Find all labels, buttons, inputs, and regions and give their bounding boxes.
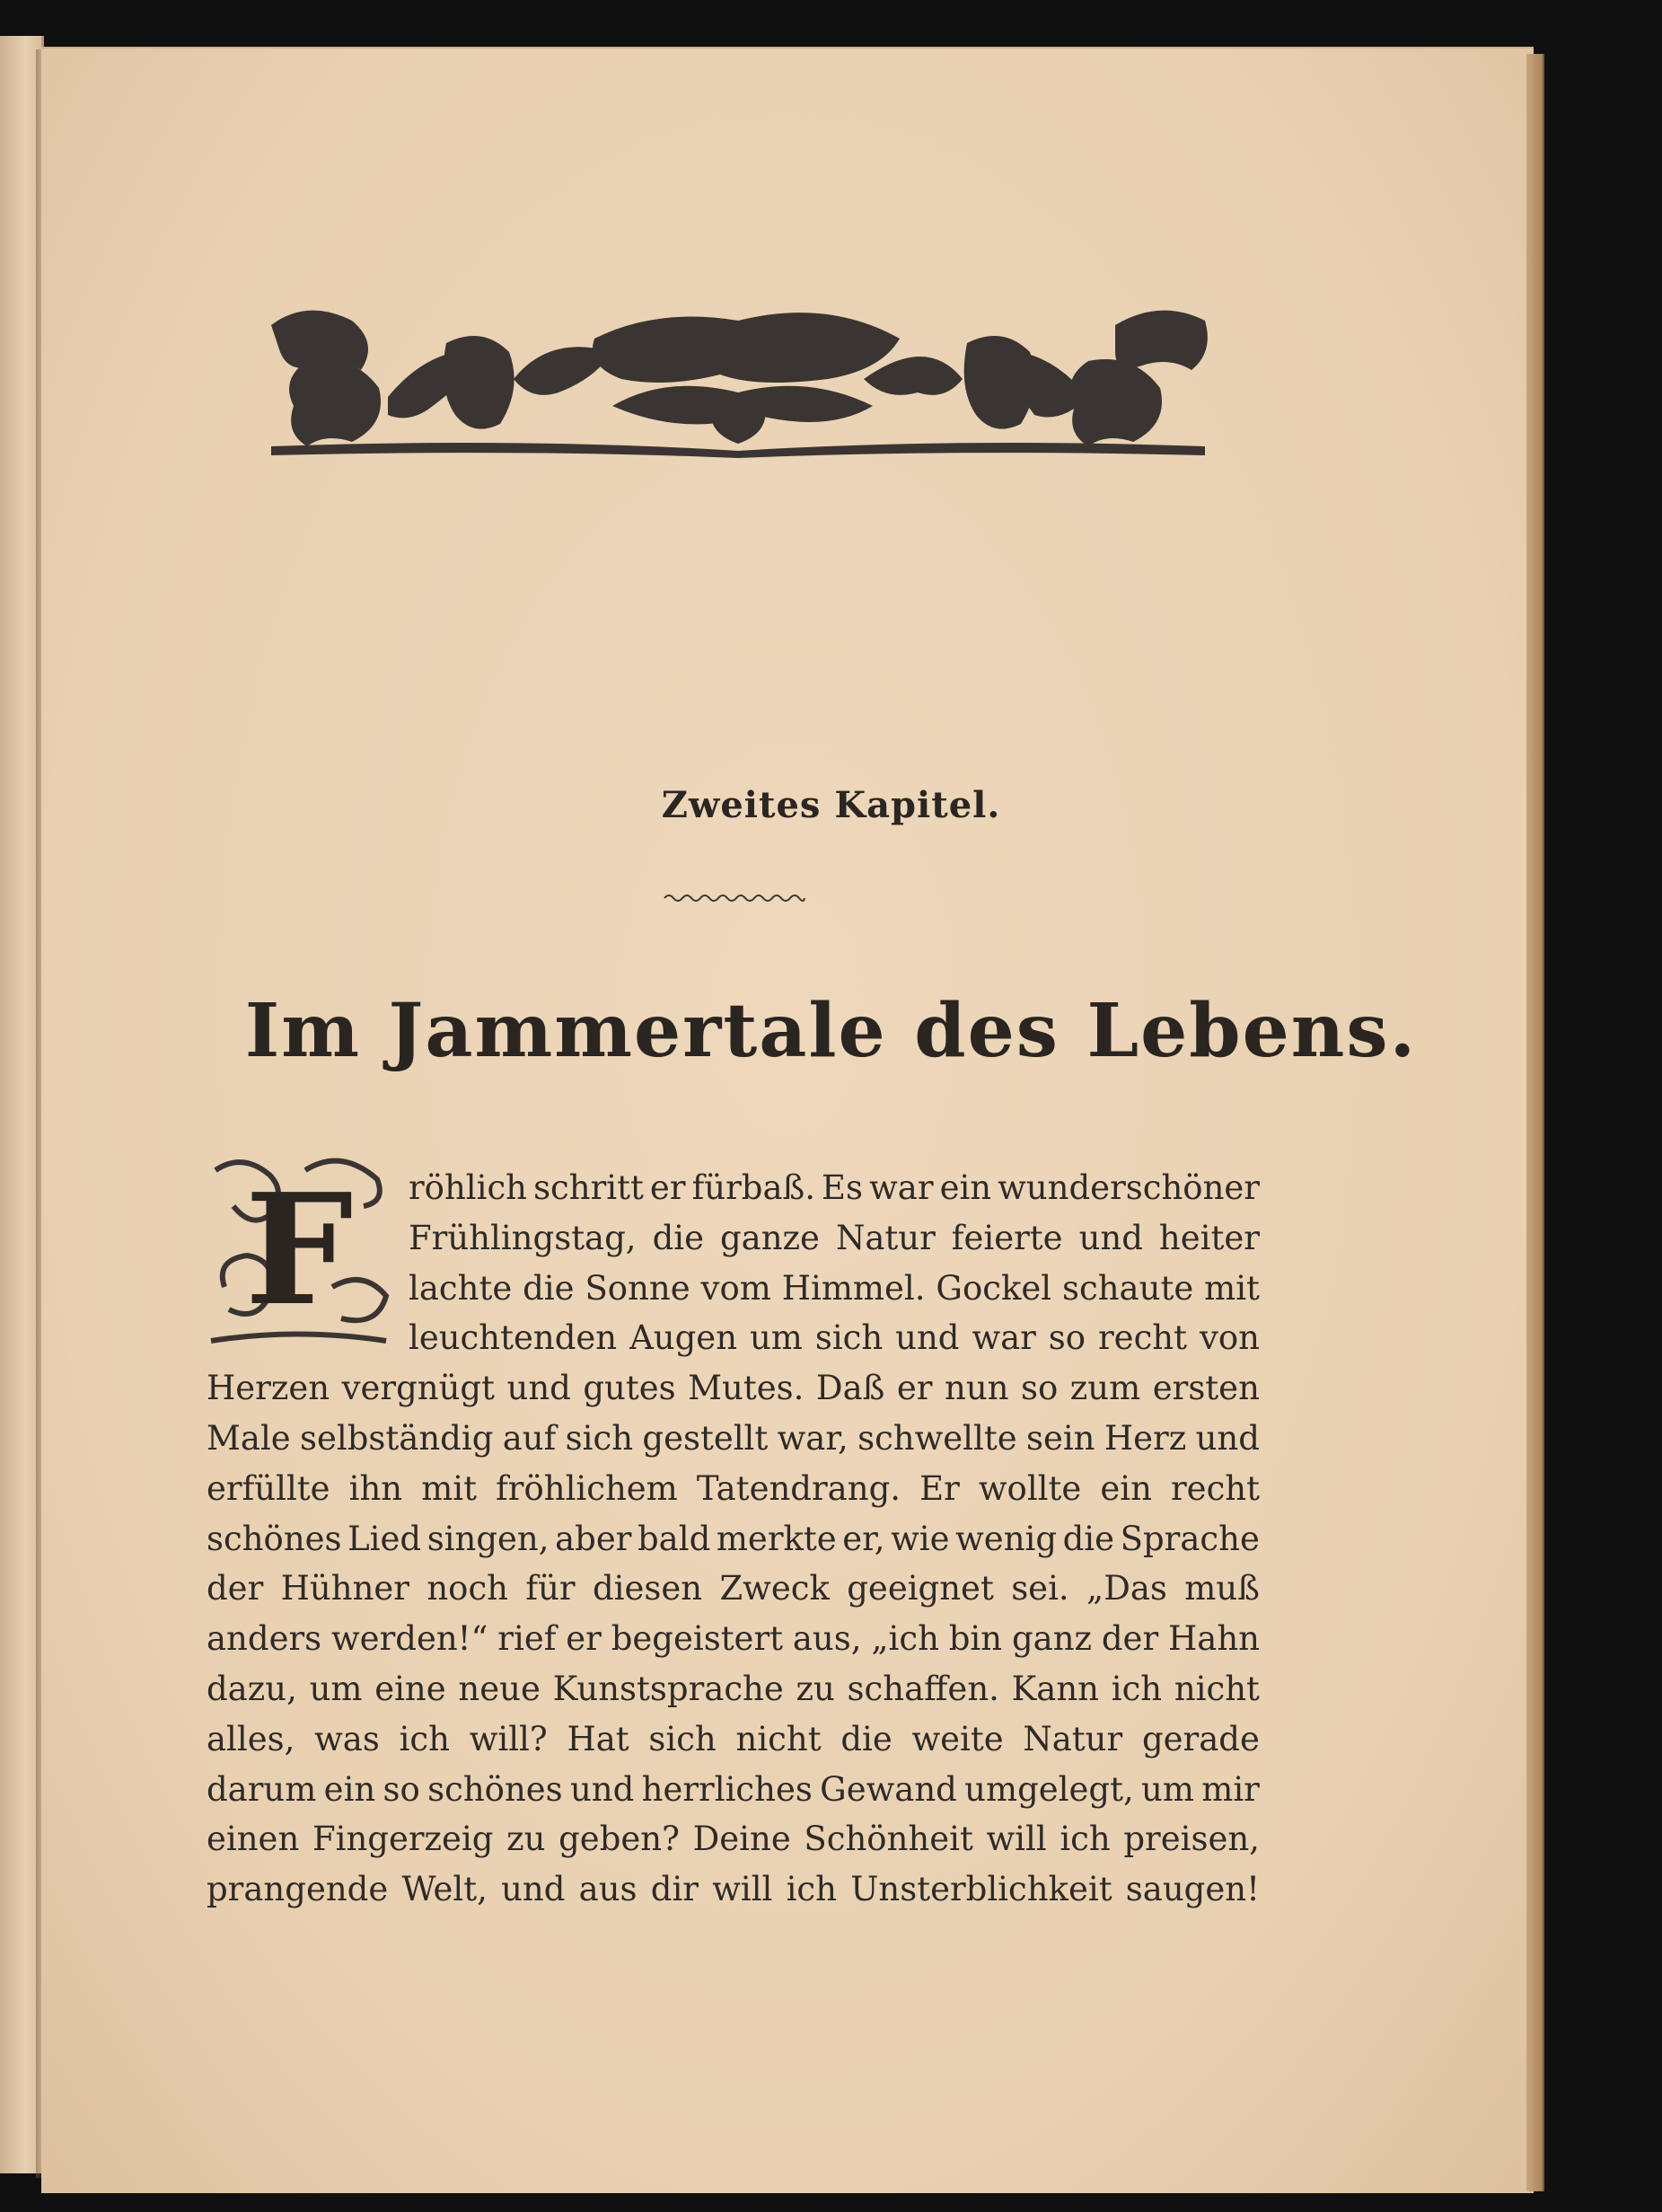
initial-letter: F <box>244 1160 354 1340</box>
word: Hat <box>567 1719 629 1758</box>
text-line <box>207 1719 1260 1758</box>
word: begeistert <box>611 1619 784 1659</box>
word: Kunstsprache <box>552 1670 784 1708</box>
word: mir <box>1201 1769 1260 1809</box>
word: sich <box>814 1318 884 1358</box>
word: ein <box>323 1769 376 1809</box>
text-line <box>409 1268 1260 1308</box>
wave-divider <box>663 890 806 906</box>
word: um <box>1141 1769 1194 1809</box>
word: wie <box>891 1519 950 1558</box>
word: will <box>986 1820 1047 1859</box>
word: ein <box>939 1168 992 1207</box>
word: erfüllte <box>207 1468 330 1508</box>
word: mit <box>421 1468 477 1508</box>
word: „ich <box>871 1619 939 1659</box>
word: so <box>1048 1318 1086 1358</box>
word: recht <box>1098 1318 1188 1358</box>
word: und <box>1078 1218 1143 1257</box>
word: und <box>1195 1419 1260 1458</box>
word: wollte <box>978 1468 1082 1508</box>
word: alles, <box>207 1719 295 1758</box>
word: und <box>569 1769 635 1809</box>
word: recht <box>1170 1468 1260 1508</box>
word: vergnügt <box>341 1369 495 1408</box>
word: Er <box>919 1468 960 1508</box>
word: gestellt <box>642 1419 769 1458</box>
word: Natur <box>835 1218 936 1257</box>
word: ersten <box>1152 1369 1260 1408</box>
word: dazu, <box>207 1670 297 1708</box>
word: Tatendrang. <box>696 1468 901 1508</box>
text-line <box>207 1820 1260 1859</box>
chapter-label: Zweites Kapitel. <box>661 784 1001 826</box>
word: Male <box>207 1419 291 1458</box>
word: schönes <box>207 1519 342 1558</box>
word: muß <box>1184 1569 1260 1608</box>
word: selbständig <box>300 1419 494 1458</box>
word: gutes <box>583 1369 676 1408</box>
word: Daß <box>815 1369 885 1408</box>
word: Es <box>822 1168 864 1207</box>
word: Unsterblichkeit <box>850 1870 1112 1909</box>
word: war, <box>777 1419 849 1458</box>
word: so <box>1021 1369 1059 1408</box>
word: geben? <box>558 1820 680 1859</box>
word: Schönheit <box>804 1820 973 1859</box>
word: anders <box>207 1619 322 1659</box>
word: wenig <box>955 1519 1058 1558</box>
word: sich <box>648 1719 717 1758</box>
word: Welt, <box>401 1870 488 1909</box>
text-line <box>207 1870 1260 1909</box>
word: saugen! <box>1125 1870 1260 1909</box>
word: sein <box>1025 1419 1095 1458</box>
word: und <box>506 1369 571 1408</box>
word: Lied <box>347 1519 422 1558</box>
word: sei. <box>1011 1569 1069 1608</box>
word: und <box>501 1870 566 1909</box>
word: ich <box>786 1870 837 1909</box>
word: röhlich <box>409 1168 528 1207</box>
word: so <box>383 1769 420 1809</box>
text-line <box>207 1619 1260 1659</box>
word: lachte <box>409 1268 513 1308</box>
word: weite <box>911 1719 1004 1758</box>
word: ihn <box>348 1468 403 1508</box>
word: schritt <box>533 1168 644 1207</box>
word: rief <box>497 1619 557 1659</box>
word: merkte <box>716 1519 837 1558</box>
word: wunderschöner <box>998 1168 1260 1207</box>
word: ganz <box>1011 1619 1093 1659</box>
word: Gewand <box>820 1769 957 1809</box>
text-line <box>207 1419 1260 1458</box>
word: ein <box>1100 1468 1152 1508</box>
word: darum <box>207 1769 317 1809</box>
word: dir <box>650 1870 699 1909</box>
word: er <box>566 1619 602 1659</box>
word: Herzen <box>207 1369 330 1408</box>
word: vom <box>700 1268 771 1308</box>
word: sich <box>565 1419 634 1458</box>
word: mit <box>1204 1268 1260 1308</box>
text-line <box>409 1318 1260 1358</box>
word: was <box>314 1719 380 1758</box>
word: ich <box>1060 1820 1111 1859</box>
word: Sonne <box>585 1268 690 1308</box>
word: er, <box>842 1519 885 1558</box>
word: er <box>896 1369 933 1408</box>
word: aus <box>578 1870 638 1909</box>
word: war <box>972 1318 1036 1358</box>
word: ich <box>399 1719 450 1758</box>
word: eine <box>374 1670 446 1708</box>
word: zu <box>796 1670 835 1708</box>
word: feierte <box>951 1218 1063 1257</box>
word: diesen <box>592 1569 703 1608</box>
word: schönes <box>427 1769 563 1809</box>
word: Kann <box>1011 1670 1100 1708</box>
word: auf <box>502 1419 557 1458</box>
word: die <box>840 1719 893 1758</box>
word: preisen, <box>1123 1820 1260 1859</box>
text-line <box>207 1569 1260 1608</box>
word: nun <box>945 1369 1009 1408</box>
word: Augen <box>629 1318 738 1358</box>
word: „Das <box>1086 1569 1167 1608</box>
text-line <box>409 1168 1260 1207</box>
word: gerade <box>1141 1719 1260 1758</box>
text-line <box>207 1519 1260 1558</box>
word: Deine <box>692 1820 791 1859</box>
floral-ornament <box>253 289 1223 460</box>
decorated-initial <box>207 1152 391 1348</box>
word: schaute <box>1062 1268 1194 1308</box>
text-line <box>207 1369 1260 1408</box>
word: der <box>1101 1619 1159 1659</box>
word: ganze <box>719 1218 820 1257</box>
word: aber <box>555 1519 632 1558</box>
word: um <box>309 1670 363 1708</box>
word: umgelegt, <box>964 1769 1134 1809</box>
word: die <box>652 1218 704 1257</box>
word: für <box>525 1569 576 1608</box>
word: er <box>649 1168 686 1207</box>
word: war <box>869 1168 934 1207</box>
word: die <box>1062 1519 1115 1558</box>
word: Fingerzeig <box>312 1820 494 1859</box>
word: heiter <box>1158 1218 1260 1257</box>
word: ich <box>1111 1670 1163 1708</box>
word: neue <box>458 1670 541 1708</box>
chapter-title: Im Jammertale des Lebens. <box>244 988 1418 1074</box>
word: Himmel. <box>781 1268 926 1308</box>
word: zu <box>506 1820 546 1859</box>
word: bin <box>948 1619 1003 1659</box>
word: werden!“ <box>331 1619 488 1659</box>
word: die <box>523 1268 575 1308</box>
word: fürbaß. <box>691 1168 815 1207</box>
word: prangende <box>207 1870 389 1909</box>
word: Hahn <box>1168 1619 1260 1659</box>
page-edge <box>1526 54 1544 2191</box>
word: Herz <box>1104 1419 1187 1458</box>
word: und <box>895 1318 960 1358</box>
word: will <box>712 1870 773 1909</box>
word: aus, <box>792 1619 862 1659</box>
word: leuchtenden <box>409 1318 618 1358</box>
text-line <box>207 1769 1260 1809</box>
word: um <box>749 1318 803 1358</box>
word: nicht <box>1174 1670 1260 1708</box>
word: nicht <box>735 1719 822 1758</box>
word: noch <box>426 1569 509 1608</box>
word: zum <box>1069 1369 1141 1408</box>
word: will? <box>469 1719 548 1758</box>
word: der <box>207 1569 264 1608</box>
word: Sprache <box>1120 1519 1260 1558</box>
word: Zweck <box>719 1569 830 1608</box>
word: herrliches <box>641 1769 813 1809</box>
word: fröhlichem <box>496 1468 678 1508</box>
word: schwellte <box>857 1419 1017 1458</box>
word: Mutes. <box>688 1369 805 1408</box>
word: Hühner <box>280 1569 409 1608</box>
word: schaffen. <box>847 1670 999 1708</box>
word: einen <box>207 1820 300 1859</box>
word: Frühlingstag, <box>409 1218 637 1257</box>
word: singen, <box>426 1519 550 1558</box>
word: bald <box>638 1519 711 1558</box>
text-line <box>207 1468 1260 1508</box>
word: Natur <box>1023 1719 1123 1758</box>
word: von <box>1199 1318 1260 1358</box>
text-line <box>409 1218 1260 1257</box>
word: geeignet <box>847 1569 994 1608</box>
text-line <box>207 1670 1260 1708</box>
word: Gockel <box>936 1268 1052 1308</box>
